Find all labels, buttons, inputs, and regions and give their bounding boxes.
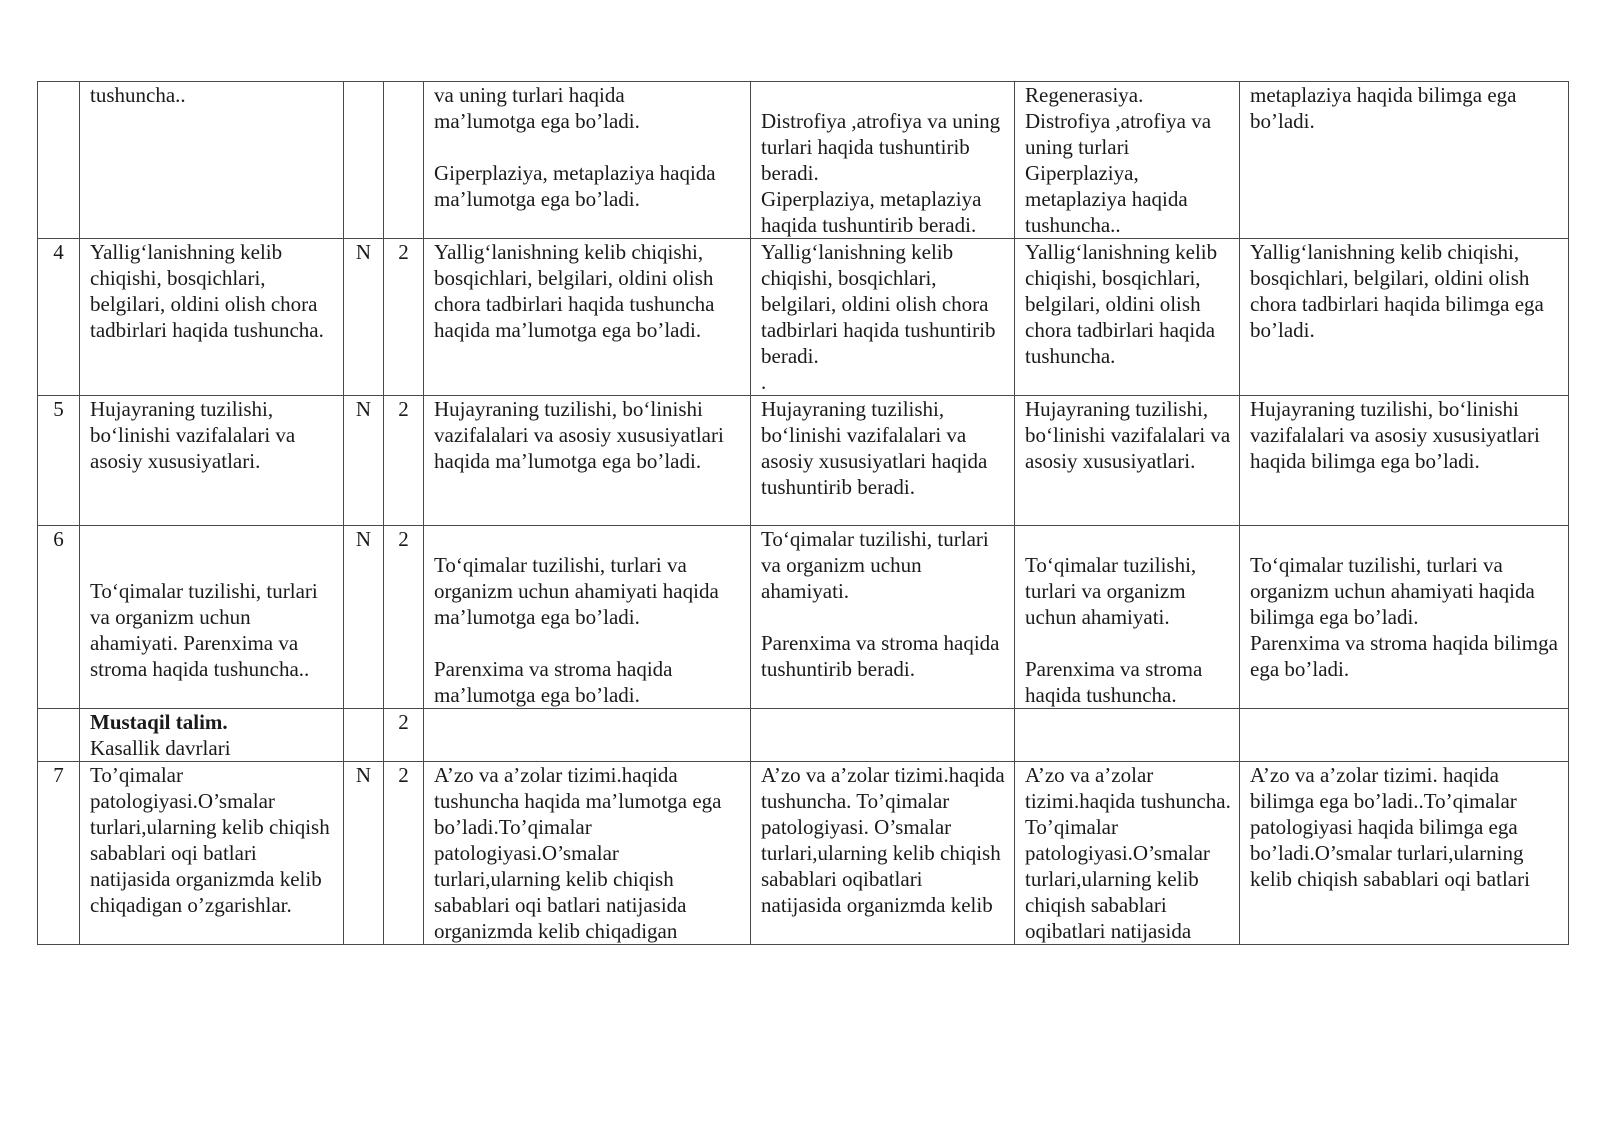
table-row <box>38 239 1569 396</box>
table-row <box>38 396 1569 526</box>
topic-cell: Yallig‘lanishning kelib chiqishi, bosqichlari, belgilari, oldini olish chora tadbirlari haqida tushuncha. <box>80 239 344 396</box>
row-number: 5 <box>38 396 80 526</box>
topic-cell: To’qimalar patologiyasi.O’smalar turlari,ularning kelib chiqish sabablari oqi batlari natijasida organizmda kelib chiqadigan o’zgarishlar. <box>80 762 344 945</box>
hours-cell: 2 <box>384 396 424 526</box>
hours-cell: 2 <box>384 239 424 396</box>
independent-study-label: Mustaqil talim. <box>90 710 228 734</box>
topic-text: Kasallik davrlari <box>90 736 231 760</box>
table-row <box>38 709 1569 762</box>
skills-cell: Hujayraning tuzilishi, bo‘linishi vazifalalari va asosiy xususiyatlari haqida tushuntirib beradi. <box>751 396 1015 526</box>
outcome-cell: metaplaziya haqida bilimga ega bo’ladi. <box>1240 82 1569 239</box>
topic-cell <box>80 709 344 762</box>
skills-cell: Distrofiya ,atrofiya va uning turlari haqida tushuntirib beradi. Giperplaziya, metaplaziya haqida tushuntirib beradi. <box>751 82 1015 239</box>
topic-cell: To‘qimalar tuzilishi, turlari va organizm uchun ahamiyati. Parenxima va stroma haqida tushuncha.. <box>80 526 344 709</box>
competence-cell: A’zo va a’zolar tizimi.haqida tushuncha. To’qimalar patologiyasi.O’smalar turlari,ularning kelib chiqish sabablari oqibatlari natijasida <box>1015 762 1240 945</box>
curriculum-table <box>37 81 1569 945</box>
outcome-cell: A’zo va a’zolar tizimi. haqida bilimga ega bo’ladi..To’qimalar patologiyasi haqida bilimga ega bo’ladi.O’smalar turlari,ularning kelib chiqish sabablari oqi batlari <box>1240 762 1569 945</box>
table-row <box>38 82 1569 239</box>
lesson-type-cell <box>344 82 384 239</box>
knowledge-cell: Hujayraning tuzilishi, bo‘linishi vazifalalari va asosiy xususiyatlari haqida ma’lumotga ega bo’ladi. <box>424 396 751 526</box>
skills-cell: To‘qimalar tuzilishi, turlari va organizm uchun ahamiyati. Parenxima va stroma haqida tushuntirib beradi. <box>751 526 1015 709</box>
knowledge-cell: A’zo va a’zolar tizimi.haqida tushuncha haqida ma’lumotga ega bo’ladi.To’qimalar patologiyasi.O’smalar turlari,ularning kelib chiqish sabablari oqi batlari natijasida organizmda kelib chiqadigan <box>424 762 751 945</box>
lesson-type-cell: N <box>344 239 384 396</box>
outcome-cell: To‘qimalar tuzilishi, turlari va organizm uchun ahamiyati haqida bilimga ega bo’ladi. Parenxima va stroma haqida bilimga ega bo’ladi. <box>1240 526 1569 709</box>
skills-cell: A’zo va a’zolar tizimi.haqida tushuncha. To’qimalar patologiyasi. O’smalar turlari,ularning kelib chiqish sabablari oqibatlari natijasida organizmda kelib <box>751 762 1015 945</box>
hours-cell: 2 <box>384 709 424 762</box>
lesson-type-cell: N <box>344 762 384 945</box>
outcome-cell: Yallig‘lanishning kelib chiqishi, bosqichlari, belgilari, oldini olish chora tadbirlari haqida bilimga ega bo’ladi. <box>1240 239 1569 396</box>
skills-cell: Yallig‘lanishning kelib chiqishi, bosqichlari, belgilari, oldini olish chora tadbirlari haqida tushuntirib beradi. . <box>751 239 1015 396</box>
hours-cell: 2 <box>384 762 424 945</box>
lesson-type-cell <box>344 709 384 762</box>
table-row <box>38 526 1569 709</box>
competence-cell: Regenerasiya. Distrofiya ,atrofiya va uning turlari Giperplaziya, metaplaziya haqida tushuncha.. <box>1015 82 1240 239</box>
outcome-cell: Hujayraning tuzilishi, bo‘linishi vazifalalari va asosiy xususiyatlari haqida bilimga ega bo’ladi. <box>1240 396 1569 526</box>
topic-cell: Hujayraning tuzilishi, bo‘linishi vazifalalari va asosiy xususiyatlari. <box>80 396 344 526</box>
knowledge-cell: To‘qimalar tuzilishi, turlari va organizm uchun ahamiyati haqida ma’lumotga ega bo’ladi. Parenxima va stroma haqida ma’lumotga ega bo’ladi. <box>424 526 751 709</box>
lesson-type-cell: N <box>344 396 384 526</box>
topic-cell: tushuncha.. <box>80 82 344 239</box>
outcome-cell <box>1240 709 1569 762</box>
row-number <box>38 82 80 239</box>
row-number: 7 <box>38 762 80 945</box>
knowledge-cell <box>424 709 751 762</box>
table-row <box>38 762 1569 945</box>
hours-cell: 2 <box>384 526 424 709</box>
row-number: 4 <box>38 239 80 396</box>
competence-cell <box>1015 709 1240 762</box>
knowledge-cell: va uning turlari haqida ma’lumotga ega bo’ladi. Giperplaziya, metaplaziya haqida ma’lumotga ega bo’ladi. <box>424 82 751 239</box>
hours-cell <box>384 82 424 239</box>
lesson-type-cell: N <box>344 526 384 709</box>
competence-cell: Yallig‘lanishning kelib chiqishi, bosqichlari, belgilari, oldini olish chora tadbirlari haqida tushuncha. <box>1015 239 1240 396</box>
row-number: 6 <box>38 526 80 709</box>
competence-cell: To‘qimalar tuzilishi, turlari va organizm uchun ahamiyati. Parenxima va stroma haqida tushuncha. <box>1015 526 1240 709</box>
competence-cell: Hujayraning tuzilishi, bo‘linishi vazifalalari va asosiy xususiyatlari. <box>1015 396 1240 526</box>
skills-cell <box>751 709 1015 762</box>
knowledge-cell: Yallig‘lanishning kelib chiqishi, bosqichlari, belgilari, oldini olish chora tadbirlari haqida tushuncha haqida ma’lumotga ega bo’ladi. <box>424 239 751 396</box>
row-number <box>38 709 80 762</box>
